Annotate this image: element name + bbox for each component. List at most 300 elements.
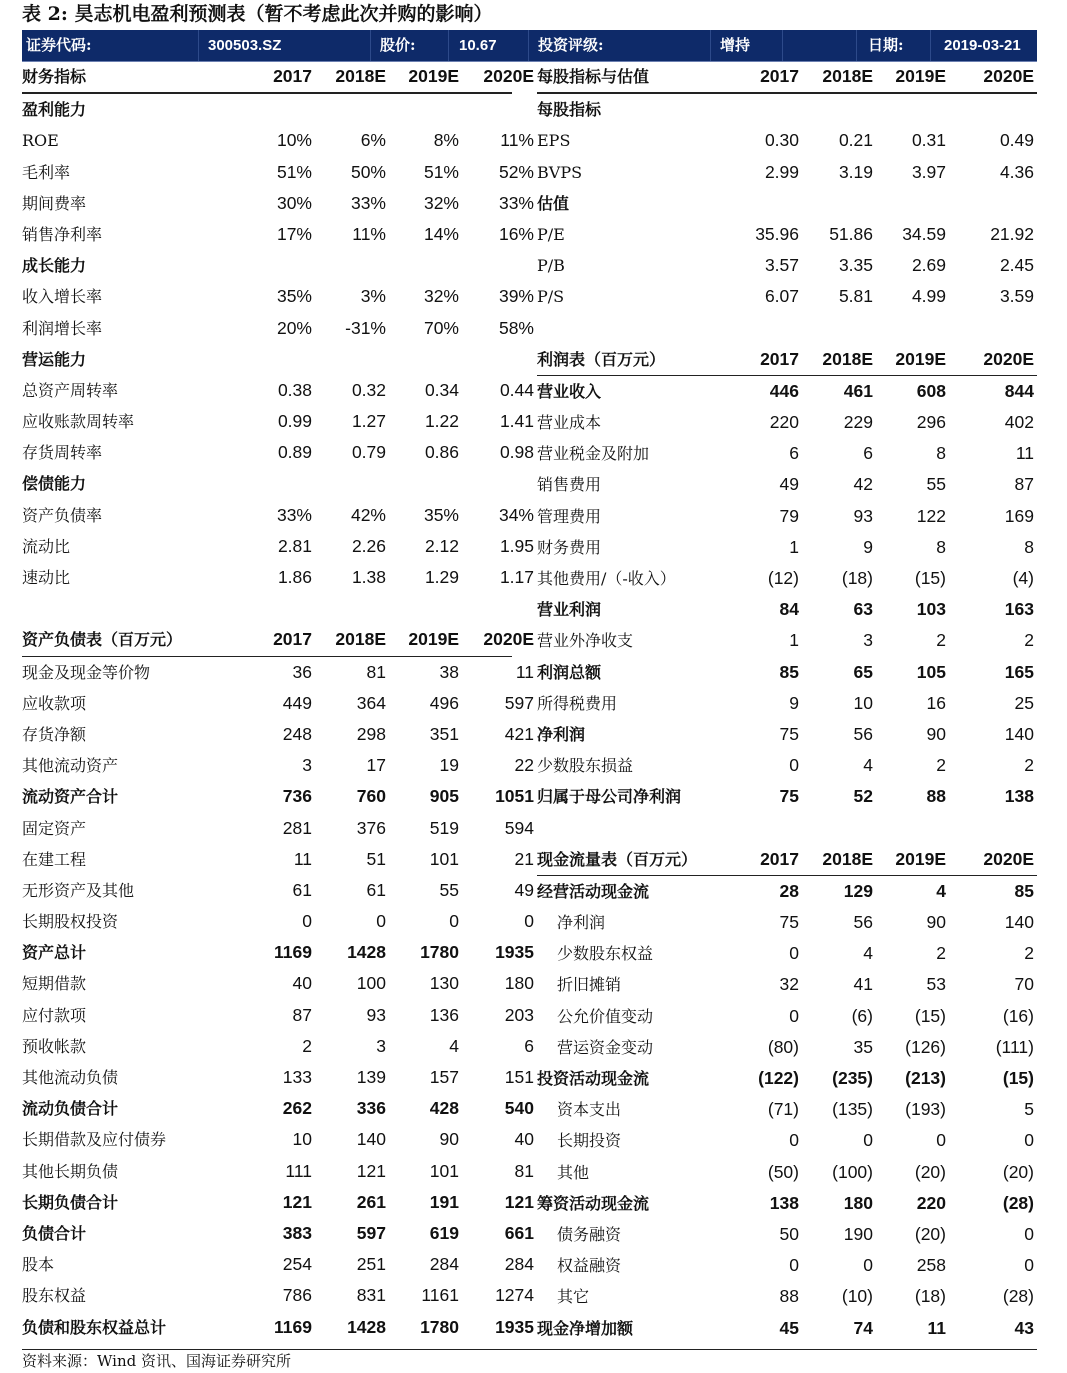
table-row [22, 281, 534, 312]
row-label: BVPS [537, 162, 583, 182]
row-value: 1935 [495, 942, 534, 963]
row-label: 利润总额 [537, 662, 602, 682]
row-value: 55 [926, 474, 946, 495]
row-value: 17% [276, 223, 312, 244]
row-value: 220 [916, 1192, 946, 1213]
row-label: P/E [537, 224, 565, 244]
row-label: 固定资产 [22, 818, 87, 838]
table-title: 表 2: 昊志机电盈利预测表（暂不考虑此次并购的影响） [22, 3, 493, 25]
row-value: 87 [292, 1004, 312, 1025]
row-label: 其他费用/（-收入） [537, 569, 676, 588]
row-value: 133 [282, 1067, 312, 1087]
row-label: 营业税金及附加 [537, 444, 650, 464]
table-row [537, 125, 1037, 156]
header-divider [782, 30, 783, 61]
row-value: 0.34 [424, 379, 459, 400]
row-value: 105 [916, 661, 946, 682]
row-value: 49 [514, 879, 534, 900]
row-value: 1169 [274, 942, 312, 963]
price-label: 股价: [380, 36, 416, 54]
row-value: 8 [936, 443, 946, 464]
row-value: 0.98 [499, 442, 534, 463]
row-value: 2.69 [911, 255, 946, 276]
row-value: 3 [376, 1035, 386, 1056]
row-value: 1.86 [277, 567, 312, 587]
row-value: 760 [356, 786, 386, 807]
row-value: 461 [843, 380, 873, 401]
row-label: 营业成本 [537, 413, 602, 433]
row-value: 16% [498, 223, 534, 244]
row-label: 资产总计 [22, 943, 87, 963]
row-value: 35% [423, 504, 459, 525]
row-value: 0 [789, 1130, 799, 1151]
row-label: 总资产周转率 [22, 380, 119, 400]
rating-label: 投资评级: [538, 36, 604, 54]
row-value: 2.81 [277, 535, 312, 556]
row-value: 1.38 [351, 567, 386, 587]
table-row [537, 94, 1037, 125]
row-value: 41 [853, 974, 873, 995]
row-value: 2020E [983, 348, 1034, 369]
table-row [22, 1218, 534, 1249]
row-value: 0 [1024, 1223, 1034, 1244]
row-value: 2 [1024, 755, 1034, 776]
row-value: 43 [1014, 1317, 1034, 1338]
row-value: 496 [429, 692, 459, 713]
row-label: 公允价值变动 [557, 1006, 654, 1026]
table-row [537, 501, 1037, 532]
row-value: 157 [429, 1067, 459, 1087]
row-value: 2017 [760, 66, 799, 86]
row-value: 0 [302, 911, 312, 932]
table-row [22, 1093, 534, 1124]
row-label: 股东权益 [22, 1286, 87, 1306]
table-row [22, 906, 534, 937]
row-value: 70 [1014, 974, 1034, 995]
table-row [537, 313, 1037, 344]
row-value: 51% [423, 161, 459, 182]
date-value: 2019-03-21 [944, 37, 1021, 54]
row-label: 归属于母公司净利润 [537, 787, 682, 807]
row-value: 1 [789, 630, 799, 651]
row-value: 284 [429, 1254, 459, 1275]
row-value: 90 [926, 912, 946, 933]
row-value: 2019E [895, 348, 946, 369]
row-label: 收入增长率 [22, 287, 103, 307]
row-label: 营业收入 [537, 381, 602, 401]
row-value: 56 [853, 912, 873, 933]
row-label: 现金流量表（百万元） [537, 849, 698, 869]
row-value: 0 [789, 755, 799, 776]
row-value: 5.81 [838, 286, 873, 307]
row-value: 51% [276, 161, 312, 182]
table-row [22, 344, 512, 375]
table-row [537, 281, 1037, 312]
row-value: 0 [789, 943, 799, 964]
row-value: 51 [366, 848, 386, 869]
row-value: 136 [429, 1004, 459, 1025]
row-label: 负债合计 [22, 1223, 87, 1243]
row-value: 0.99 [277, 411, 312, 432]
row-value: 45 [779, 1317, 799, 1338]
row-value: 203 [504, 1004, 534, 1025]
table-row [537, 532, 1037, 563]
table-row [537, 250, 1037, 281]
table-row [537, 907, 1037, 938]
row-value: (235) [832, 1068, 873, 1088]
row-value: 4 [863, 755, 873, 776]
row-value: 0.38 [277, 379, 312, 400]
row-value: (20) [914, 1223, 946, 1244]
table-row [22, 1312, 534, 1343]
row-value: (28) [1002, 1286, 1034, 1307]
row-value: 2019E [408, 66, 459, 86]
row-value: 61 [366, 879, 386, 900]
row-label: 少数股东权益 [557, 944, 654, 964]
row-value: 16 [926, 692, 946, 713]
row-value: 2019E [895, 848, 946, 869]
table-row [22, 1031, 534, 1062]
table-row [537, 1281, 1037, 1312]
row-value: (100) [832, 1161, 873, 1182]
row-value: 1169 [274, 1316, 312, 1337]
table-row [22, 1280, 534, 1311]
row-value: 262 [282, 1098, 312, 1119]
row-value: (126) [905, 1036, 946, 1057]
header-divider [370, 30, 371, 61]
row-label: 应收款项 [22, 693, 87, 713]
table-row [537, 969, 1037, 1000]
row-value: 594 [504, 817, 534, 838]
row-label: 应付款项 [22, 1005, 87, 1025]
row-value: 20% [276, 317, 312, 338]
row-value: 3.59 [999, 286, 1034, 307]
table-row [537, 750, 1037, 781]
row-value: 2017 [273, 629, 312, 650]
row-value: 597 [504, 692, 534, 713]
row-value: 383 [282, 1222, 312, 1243]
row-value: (80) [767, 1036, 799, 1057]
table-row [22, 937, 534, 968]
row-value: 2018E [822, 848, 873, 869]
row-value: 0.30 [764, 130, 799, 151]
row-value: 2020E [483, 629, 534, 650]
table-row [537, 1094, 1037, 1125]
table-row [537, 376, 1037, 407]
row-value: 50% [350, 161, 386, 182]
table-row [22, 1062, 534, 1093]
row-label: 资本支出 [557, 1100, 622, 1120]
row-value: 111 [285, 1160, 312, 1181]
table-row [22, 1187, 534, 1218]
row-value: 2017 [760, 848, 799, 869]
row-value: 21 [514, 848, 534, 869]
header-divider [528, 30, 529, 61]
row-value: 30% [276, 192, 312, 213]
row-value: 11 [515, 661, 534, 682]
row-label: 长期投资 [557, 1131, 622, 1151]
row-value: 0 [376, 911, 386, 932]
row-value: 85 [779, 661, 799, 682]
row-value: 165 [1004, 661, 1034, 682]
table-row [537, 157, 1037, 188]
row-label: 长期股权投资 [22, 912, 119, 932]
table-row [22, 968, 534, 999]
row-value: 33% [498, 192, 534, 213]
row-label: 净利润 [557, 913, 606, 933]
table-row [22, 437, 534, 468]
table-row [537, 657, 1037, 688]
row-value: 261 [356, 1191, 386, 1212]
row-value: 75 [779, 786, 799, 807]
table-row [537, 1032, 1037, 1063]
row-label: 所得税费用 [537, 693, 618, 713]
row-label: 其他流动资产 [22, 756, 119, 776]
row-value: 2.45 [999, 255, 1034, 276]
table-row [22, 313, 534, 344]
row-value: 2018E [335, 66, 386, 86]
row-value: 42% [350, 504, 386, 525]
row-value: 101 [429, 1160, 459, 1181]
row-label: 营业外净收支 [537, 631, 634, 651]
table-row [537, 563, 1037, 594]
row-value: 248 [282, 723, 312, 744]
row-value: 2020E [983, 66, 1034, 86]
table-row [537, 781, 1037, 812]
row-value: (193) [905, 1099, 946, 1120]
row-value: 1428 [347, 942, 386, 963]
row-value: 6.07 [764, 286, 799, 307]
row-value: 5 [1024, 1099, 1034, 1120]
row-value: 35% [276, 286, 312, 307]
row-value: 0 [863, 1130, 873, 1151]
row-value: 2018E [822, 348, 873, 369]
row-value: 101 [429, 848, 459, 869]
row-value: 121 [282, 1191, 312, 1212]
row-value: 70% [423, 317, 459, 338]
row-value: 25 [1014, 692, 1034, 713]
table-row [537, 188, 1037, 219]
row-label: 应收账款周转率 [22, 412, 135, 432]
row-value: 140 [1004, 723, 1034, 744]
table-row [22, 219, 534, 250]
row-value: 298 [356, 723, 386, 744]
table-row [22, 657, 534, 688]
row-value: 229 [843, 412, 873, 433]
row-value: 0.79 [351, 442, 386, 463]
row-value: 121 [504, 1191, 534, 1212]
row-value: 446 [769, 380, 799, 401]
row-value: 0.49 [999, 130, 1034, 151]
row-value: 90 [926, 723, 946, 744]
row-label: 其它 [557, 1287, 590, 1307]
table-row [22, 1124, 534, 1155]
row-label: 流动比 [22, 536, 71, 556]
row-value: 11% [352, 223, 386, 244]
row-label: 估值 [537, 193, 570, 213]
row-label: 毛利率 [22, 162, 71, 182]
row-value: -31% [345, 317, 386, 338]
row-value: 8 [936, 536, 946, 557]
row-value: 4.99 [911, 286, 946, 307]
row-label: 净利润 [537, 724, 586, 744]
row-value: 1161 [421, 1285, 459, 1306]
row-value: (122) [758, 1068, 799, 1088]
table-row [22, 531, 534, 562]
row-value: (12) [767, 568, 799, 588]
table-row [22, 1156, 534, 1187]
row-value: 351 [429, 723, 459, 744]
row-value: 81 [366, 661, 386, 682]
row-value: 1.17 [499, 567, 534, 587]
row-label: 负债和股东权益总计 [22, 1317, 167, 1337]
row-label: 速动比 [22, 568, 71, 587]
row-value: 2.99 [764, 161, 799, 182]
row-value: 6 [789, 443, 799, 464]
row-value: 597 [356, 1222, 386, 1243]
row-value: 190 [843, 1223, 873, 1244]
row-value: 0 [863, 1255, 873, 1276]
row-value: 258 [916, 1255, 946, 1276]
row-value: 140 [1004, 912, 1034, 933]
table-header-row [537, 844, 1037, 876]
table-row [537, 1188, 1037, 1219]
row-value: 42 [853, 474, 873, 495]
row-value: 1.41 [499, 411, 534, 432]
row-value: 8 [1024, 536, 1034, 557]
row-label: 其他长期负债 [22, 1161, 119, 1181]
row-value: 6 [524, 1035, 534, 1056]
row-label: 其他流动负债 [22, 1068, 119, 1087]
row-value: 619 [429, 1222, 459, 1243]
row-label: 销售净利率 [22, 224, 103, 244]
row-value: 75 [779, 912, 799, 933]
row-value: 2 [302, 1035, 312, 1056]
row-value: 10% [276, 130, 312, 151]
row-value: 32 [779, 974, 799, 995]
row-value: 8% [433, 130, 459, 151]
row-value: (20) [1002, 1161, 1034, 1182]
row-value: 138 [1004, 786, 1034, 807]
row-value: 254 [282, 1254, 312, 1275]
table-row [22, 468, 512, 499]
row-label: 其他 [557, 1162, 590, 1182]
row-value: 10 [853, 692, 873, 713]
table-row [22, 125, 534, 156]
row-value: 251 [356, 1254, 386, 1275]
table-row [537, 438, 1037, 469]
row-label: ROE [22, 131, 59, 151]
row-value: 17 [366, 755, 386, 776]
row-label: 营运资金变动 [557, 1037, 654, 1057]
row-label: 现金及现金等价物 [22, 662, 151, 682]
row-value: 376 [356, 817, 386, 838]
row-label: 存货净额 [22, 724, 87, 744]
row-label: 偿债能力 [22, 474, 87, 494]
row-label: 筹资活动现金流 [537, 1193, 650, 1213]
table-row [537, 1063, 1037, 1094]
table-row [537, 1250, 1037, 1281]
row-label: 盈利能力 [22, 100, 87, 120]
header-divider [930, 30, 931, 61]
table-row [22, 719, 534, 750]
row-value: 0.89 [277, 442, 312, 463]
row-value: 129 [843, 880, 873, 901]
row-value: 22 [514, 755, 534, 776]
header-divider [198, 30, 199, 61]
row-value: 1780 [420, 1316, 459, 1337]
table-row [22, 188, 534, 219]
row-label: 长期借款及应付债券 [22, 1130, 167, 1150]
row-label: 股本 [22, 1255, 55, 1275]
row-value: 33% [276, 504, 312, 525]
table-row [537, 813, 1037, 844]
row-value: 0.21 [838, 130, 873, 151]
table-row [537, 719, 1037, 750]
row-value: 3.57 [764, 255, 799, 276]
row-value: 0 [449, 911, 459, 932]
row-value: 2019E [408, 629, 459, 650]
row-value: 736 [282, 786, 312, 807]
row-value: (18) [914, 1286, 946, 1307]
row-value: 1.29 [424, 567, 459, 587]
row-value: 6% [360, 130, 386, 151]
row-value: (10) [841, 1286, 873, 1307]
table-row [22, 781, 534, 812]
row-value: 220 [769, 412, 799, 433]
row-value: 55 [439, 879, 459, 900]
row-value: 14% [423, 223, 459, 244]
row-value: 56 [853, 723, 873, 744]
row-value: 608 [916, 380, 946, 401]
table-row [22, 844, 534, 875]
table-row [22, 593, 512, 624]
row-label: 营业利润 [537, 600, 602, 620]
row-label: 短期借款 [22, 974, 87, 994]
row-value: 35 [853, 1036, 873, 1057]
table-row [537, 219, 1037, 250]
row-value: 32% [423, 286, 459, 307]
row-value: 10 [292, 1129, 312, 1150]
row-value: 0.32 [351, 379, 386, 400]
row-label: 期间费率 [22, 193, 87, 213]
table-row [537, 625, 1037, 656]
table-row [22, 375, 534, 406]
row-value: 52 [853, 786, 873, 807]
row-value: 11 [1015, 443, 1034, 464]
code-value: 300503.SZ [208, 37, 282, 54]
row-value: 34.59 [902, 223, 946, 244]
row-value: 0 [1024, 1130, 1034, 1151]
row-value: 786 [282, 1285, 312, 1306]
row-label: 现金净增加额 [537, 1318, 634, 1338]
row-value: 34% [498, 504, 534, 525]
row-value: 180 [504, 973, 534, 994]
row-value: 4 [449, 1035, 459, 1056]
row-value: 0 [936, 1130, 946, 1151]
row-value: 1935 [495, 1316, 534, 1337]
row-label: 资产负债表（百万元） [22, 630, 183, 650]
row-label: 每股指标与估值 [537, 67, 650, 86]
row-label: P/B [537, 256, 565, 276]
row-value: 35.96 [755, 223, 799, 244]
table-row [537, 1157, 1037, 1188]
table-row [22, 875, 534, 906]
row-value: 163 [1004, 599, 1034, 620]
row-value: 3 [302, 755, 312, 776]
table-row [22, 157, 534, 188]
table-row [537, 407, 1037, 438]
